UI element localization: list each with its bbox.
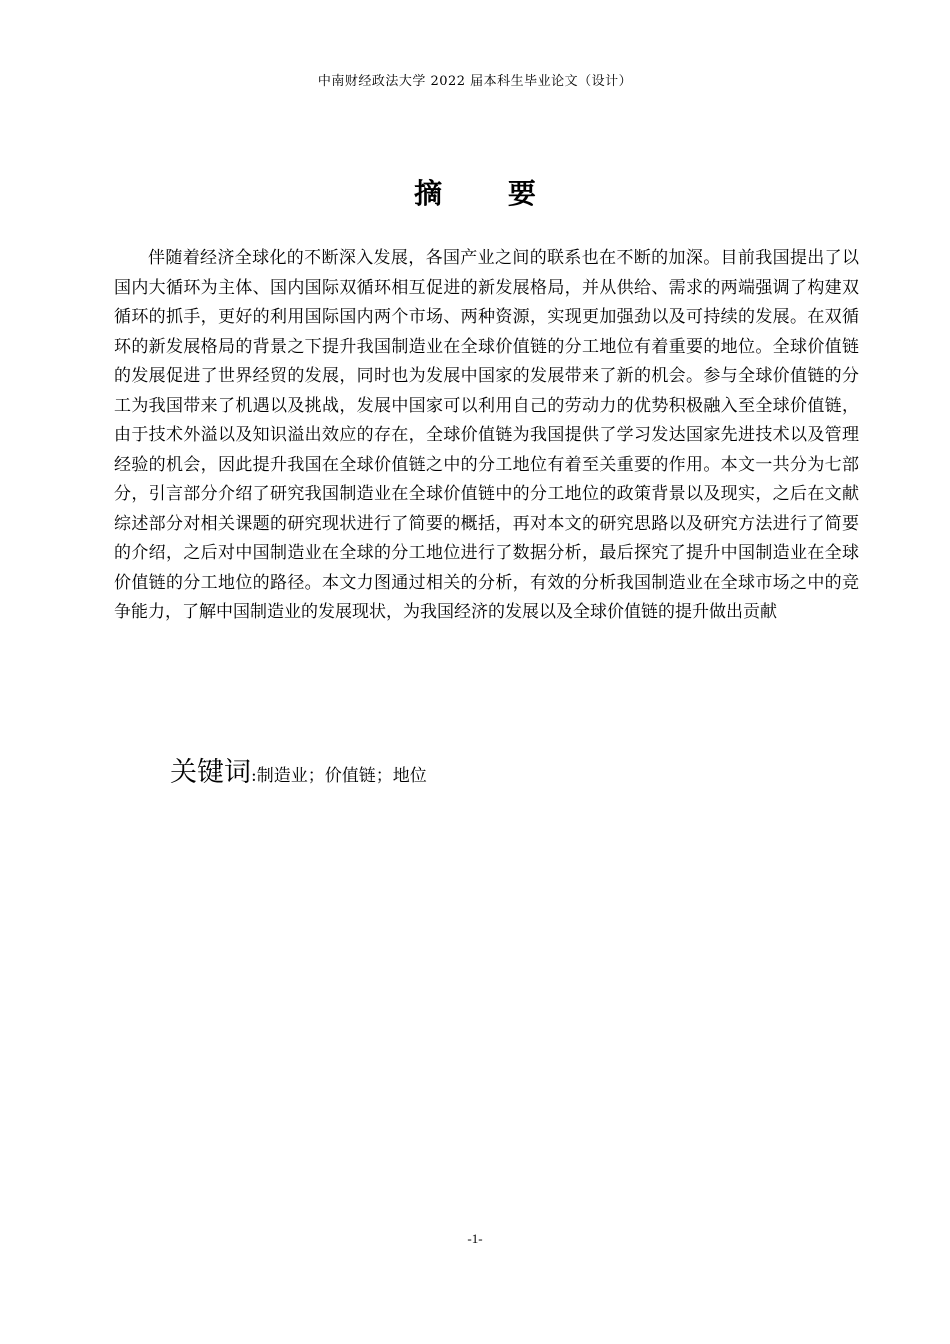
keywords-line	[170, 750, 427, 789]
page-number: -1-	[467, 1231, 483, 1246]
keywords-text: 制造业；价值链；地位	[256, 766, 427, 786]
keywords-label: 关键词	[170, 757, 251, 788]
running-header: 中南财经政法大学 2022 届本科生毕业论文（设计）	[317, 74, 633, 89]
abstract-body: 伴随着经济全球化的不断深入发展，各国产业之间的联系也在不断的加深。目前我国提出了以国内大循环为主体、国内国际双循环相互促进的新发展格局，并从供给、需求的两端强调了构建双循环的抓手，更好的利用国际国内两个市场、两种资源，实现更加强劲以及可持续的发展。在双循环的新发展格局的背景之下提升我国制造业在全球价值链的分工地位有着重要的地位。全球价值链的发展促进了世界经贸的发展，同时也为发展中国家的发展带来了新的机会。参与全球价值链的分工为我国带来了机遇以及挑战，发展中国家可以利用自己的劳动力的优势积极融入至全球价值链，由于技术外溢以及知识溢出效应的存在，全球价值链为我国提供了学习发达国家先进技术以及管理经验的机会，因此提升我国在全球价值链之中的分工地位有着至关重要的作用。本文一共分为七部分，引言部分介绍了研究我国制造业在全球价值链中的分工地位的政策背景以及现实，之后在文献综述部分对相关课题的研究现状进行了简要的概括，再对本文的研究思路以及研究方法进行了简要的介绍，之后对中国制造业在全球的分工地位进行了数据分析，最后探究了提升中国制造业在全球价值链的分工地位的路径。本文力图通过相关的分析，有效的分析我国制造业在全球市场之中的竞争能力，了解中国制造业的发展现状，为我国经济的发展以及全球价值链的提升做出贡献	[114, 248, 859, 622]
keywords-colon: :	[251, 766, 257, 786]
abstract-title: 摘 要	[414, 177, 564, 210]
